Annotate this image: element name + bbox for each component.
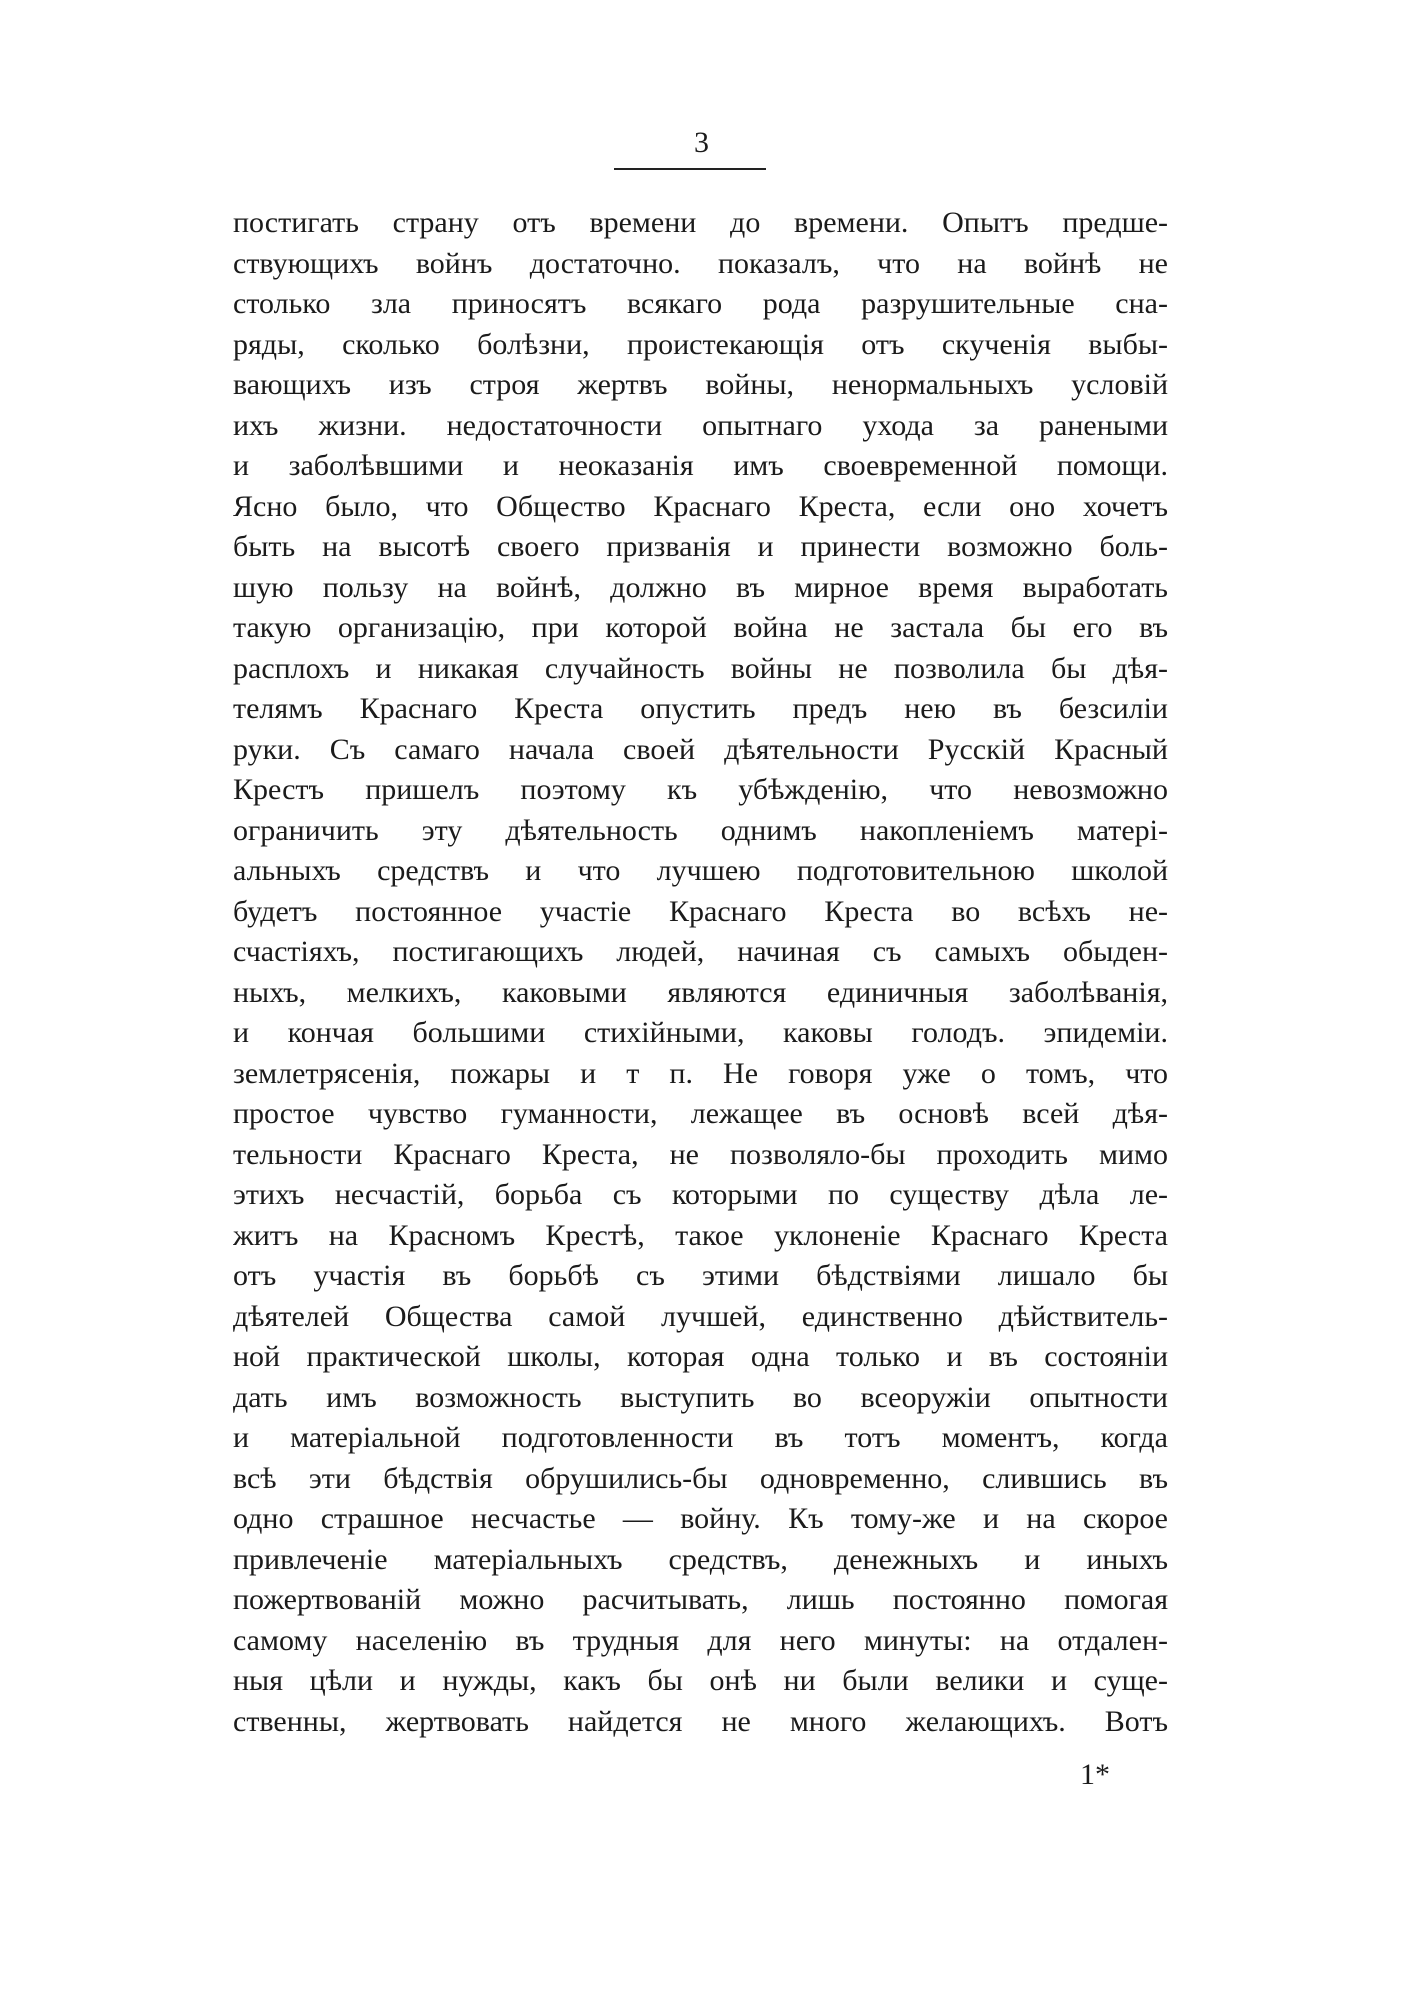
text-line: этихъ несчастій, борьба съ которыми по существу дѣла ле- bbox=[233, 1178, 1168, 1211]
text-line: землетрясенія, пожары и т п. Не говоря уже о томъ, что bbox=[233, 1056, 1168, 1090]
text-line: одно страшное несчастье — войну. Къ тому-же и на скорое bbox=[233, 1502, 1168, 1535]
text-line: шую пользу на войнѣ, должно въ мирное время выработать bbox=[233, 570, 1168, 604]
text-line: вающихъ изъ строя жертвъ войны, ненормальныхъ условій bbox=[233, 368, 1168, 401]
text-line: альныхъ средствъ и что лучшею подготовительною школой bbox=[233, 854, 1168, 887]
text-line: отъ участія въ борьбѣ съ этими бѣдствіями лишало бы bbox=[233, 1259, 1168, 1292]
text-line: ной практической школы, которая одна только и въ состояніи bbox=[233, 1340, 1168, 1373]
text-line: постигать страну отъ времени до времени. Опытъ предше- bbox=[233, 206, 1168, 239]
text-line: Ясно было, что Общество Краснаго Креста, если оно хочетъ bbox=[233, 489, 1168, 523]
text-line: и заболѣвшими и неоказанія имъ своевременной помощи. bbox=[233, 449, 1168, 482]
text-line: простое чувство гуманности, лежащее въ основѣ всей дѣя- bbox=[233, 1097, 1168, 1130]
text-line: счастіяхъ, постигающихъ людей, начиная съ самыхъ обыден- bbox=[233, 935, 1168, 968]
text-line: ственны, жертвовать найдется не много желающихъ. Вотъ bbox=[233, 1704, 1168, 1738]
text-line: телямъ Краснаго Креста опустить предъ нею въ безсиліи bbox=[233, 692, 1168, 725]
text-line: и кончая большими стихійными, каковы голодъ. эпидеміи. bbox=[233, 1016, 1168, 1049]
header-rule bbox=[614, 168, 766, 170]
signature-mark: 1* bbox=[1080, 1758, 1110, 1791]
text-line: привлеченіе матеріальныхъ средствъ, денежныхъ и иныхъ bbox=[233, 1542, 1168, 1576]
text-line: расплохъ и никакая случайность войны не позволила бы дѣя- bbox=[233, 651, 1168, 685]
text-line: такую организацію, при которой война не застала бы его въ bbox=[233, 611, 1168, 644]
text-line: столько зла приносятъ всякаго рода разрушительные сна- bbox=[233, 287, 1168, 320]
text-line: ихъ жизни. недостаточности опытнаго ухода за ранеными bbox=[233, 408, 1168, 442]
text-line: и матеріальной подготовленности въ тотъ моментъ, когда bbox=[233, 1421, 1168, 1454]
text-line: ствующихъ войнъ достаточно. показалъ, что на войнѣ не bbox=[233, 246, 1168, 280]
text-line: самому населенію въ трудныя для него минуты: на отдален- bbox=[233, 1623, 1168, 1657]
text-line: ряды, сколько болѣзни, проистекающія отъ скученія выбы- bbox=[233, 327, 1168, 361]
text-line: ныя цѣли и нужды, какъ бы онѣ ни были велики и суще- bbox=[233, 1664, 1168, 1697]
text-line: пожертвованій можно расчитывать, лишь постоянно помогая bbox=[233, 1583, 1168, 1616]
text-line: всѣ эти бѣдствія обрушились-бы одновременно, слившись въ bbox=[233, 1461, 1168, 1495]
page-number: 3 bbox=[694, 126, 710, 159]
body-text bbox=[233, 203, 1168, 1742]
text-line: будетъ постоянное участіе Краснаго Креста во всѣхъ не- bbox=[233, 894, 1168, 928]
text-line: дать имъ возможность выступить во всеоружіи опытности bbox=[233, 1380, 1168, 1414]
text-line: тельности Краснаго Креста, не позволяло-бы проходить мимо bbox=[233, 1137, 1168, 1171]
text-line: дѣятелей Общества самой лучшей, единственно дѣйствитель- bbox=[233, 1299, 1168, 1333]
text-line: ныхъ, мелкихъ, каковыми являются единичныя заболѣванія, bbox=[233, 975, 1168, 1009]
text-line: житъ на Красномъ Крестѣ, такое уклоненіе Краснаго Креста bbox=[233, 1218, 1168, 1252]
text-line: Крестъ пришелъ поэтому къ убѣжденію, что невозможно bbox=[233, 773, 1168, 806]
text-line: ограничить эту дѣятельность однимъ накопленіемъ матері- bbox=[233, 813, 1168, 847]
text-line: руки. Съ самаго начала своей дѣятельности Русскій Красный bbox=[233, 732, 1168, 766]
text-line: быть на высотѣ своего призванія и принести возможно боль- bbox=[233, 530, 1168, 563]
